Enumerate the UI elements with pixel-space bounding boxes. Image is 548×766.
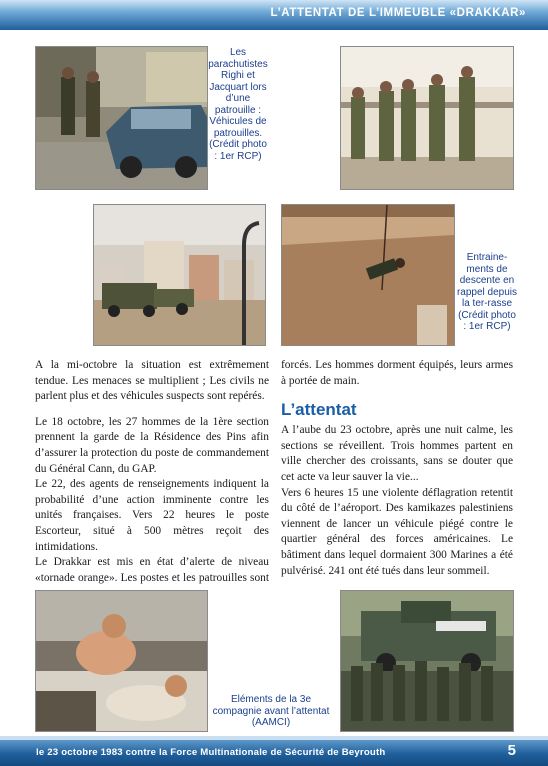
paragraph-deflagration: Vers 6 heures 15 une violente déflagration retentit du côté de l’aéroport. Des kamikazes palestiniens viennent de lancer un véhicule piégé contre le quartier général des forces américaines. Le bâtiment dans lequel dormaient 300 Marines a été pulvérisé. 241 ont été tués dans leur sommeil. bbox=[281, 486, 513, 577]
paragraph-renforces: forcés. Les hommes dorment équipés, leurs armes à portée de main. bbox=[281, 359, 513, 387]
photo-rappel-training bbox=[281, 204, 455, 346]
paragraph-18-octobre: Le 18 octobre, les 27 hommes de la 1ère section prennent la garde de la Résidence des Pins afin d’assurer la protection du poste de commandement du Général Cann, du GAP. bbox=[35, 415, 269, 475]
paragraph-aube: A l’aube du 23 octobre, après une nuit calme, les sections se réveillent. Trois hommes partent en ville chercher des croissants, sans se douter que cet acte va leur sauver la vie... bbox=[281, 424, 513, 483]
paragraph-22-octobre: Le 22, des agents de renseignements indiquent la probabilité d’une action imminente contre les unités françaises. Vers 22 heures le poste Escorteur, situé à 500 mètres reçoit des intimidations. bbox=[35, 478, 269, 553]
page-header-title: L’ATTENTAT DE L’IMMEUBLE «DRAKKAR» bbox=[270, 7, 526, 19]
page-number: 5 bbox=[507, 742, 516, 759]
right-text-column bbox=[281, 358, 513, 579]
photo-military-trucks bbox=[93, 204, 266, 346]
caption-descente: Entraine-ments de descente en rappel depuis la ter-rasse (Crédit photo : 1er RCP) bbox=[456, 252, 518, 332]
left-text-column bbox=[35, 358, 269, 602]
footer-text: le 23 octobre 1983 contre la Force Multinationale de Sécurité de Beyrouth bbox=[36, 747, 386, 758]
caption-patrouille: Les parachutistes Righi et Jacquart lors d’une patrouille : Véhicules de patrouilles. (Crédit photo : 1er RCP) bbox=[208, 47, 268, 162]
photo-soldiers-terrace bbox=[340, 46, 514, 190]
photo-soldiers-indoors bbox=[35, 590, 208, 732]
header-band bbox=[0, 0, 548, 30]
photo-patrol-vehicles bbox=[35, 46, 208, 190]
section-heading-attentat: L’attentat bbox=[281, 400, 357, 420]
caption-compagnie: Eléments de la 3e compagnie avant l’attentat (AAMCI) bbox=[212, 694, 330, 728]
paragraph-drakkar-alerte: Le Drakkar est mis en état d’alerte de niveau «tornade orange». Les postes et les patrouilles sont bbox=[35, 556, 269, 584]
footer-band bbox=[0, 736, 548, 766]
photo-armored-vehicle bbox=[340, 590, 514, 732]
paragraph-situation: A la mi-octobre la situation est extrêmement tendue. Les menaces se multiplient ; Les civils ne parlent plus et des véhicules suspects sont repérés. bbox=[35, 359, 269, 403]
